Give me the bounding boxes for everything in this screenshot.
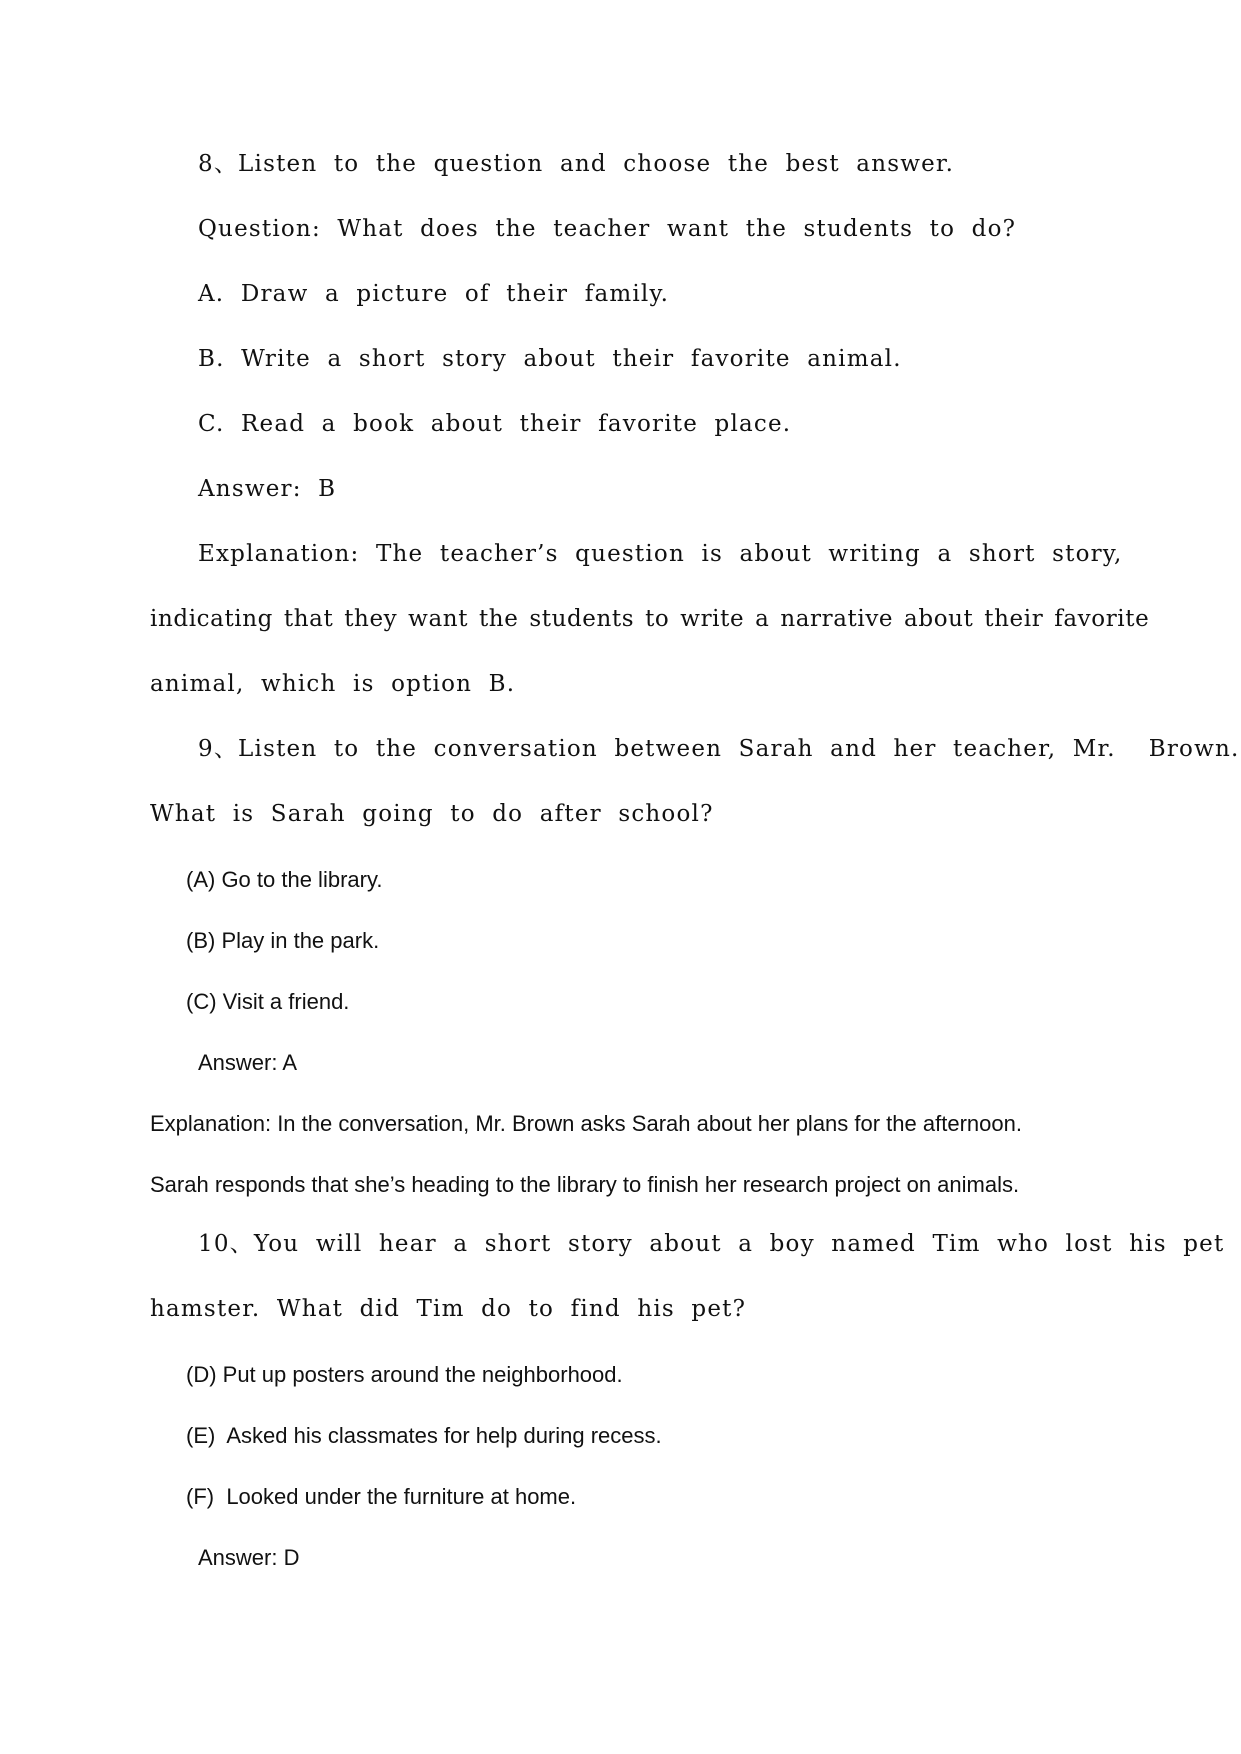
q10-option-e: (E) Asked his classmates for help during recess. — [186, 1423, 662, 1448]
q10-answer: Answer: D — [198, 1545, 300, 1570]
q8-option-a: A. Draw a picture of their family. — [198, 281, 670, 307]
q8-option-b: B. Write a short story about their favorite animal. — [198, 346, 902, 372]
q8-question: Question: What does the teacher want the students to do? — [198, 216, 1017, 242]
q9-option-a: (A) Go to the library. — [186, 867, 383, 892]
q9-prompt-line-1: 9、Listen to the conversation between Sarah and her teacher, Mr. Brown. — [198, 736, 1240, 762]
q9-explanation-line-1: Explanation: In the conversation, Mr. Brown asks Sarah about her plans for the afternoon. — [150, 1111, 1022, 1136]
q8-explanation-line-2: indicating that they want the students to write a narrative about their favorite — [150, 606, 1150, 632]
q10-option-f: (F) Looked under the furniture at home. — [186, 1484, 577, 1509]
q8-explanation-line-1: Explanation: The teacher’s question is about writing a short story, — [198, 541, 1123, 567]
q9-option-b: (B) Play in the park. — [186, 928, 380, 953]
q8-option-c: C. Read a book about their favorite place. — [198, 411, 792, 437]
q9-prompt-line-2: What is Sarah going to do after school? — [150, 801, 714, 827]
q8-answer: Answer: B — [198, 476, 337, 502]
q8-explanation-line-3: animal, which is option B. — [150, 671, 516, 697]
q9-explanation-line-2: Sarah responds that she’s heading to the library to finish her research project on animals. — [150, 1172, 1020, 1197]
q10-prompt-line-2: hamster. What did Tim do to find his pet? — [150, 1296, 747, 1322]
q9-answer: Answer: A — [198, 1050, 298, 1075]
q10-option-d: (D) Put up posters around the neighborhood. — [186, 1362, 623, 1387]
q8-prompt: 8、Listen to the question and choose the best answer. — [198, 151, 955, 177]
q9-option-c: (C) Visit a friend. — [186, 989, 350, 1014]
q10-prompt-line-1: 10、You will hear a short story about a boy named Tim who lost his pet — [198, 1231, 1225, 1257]
